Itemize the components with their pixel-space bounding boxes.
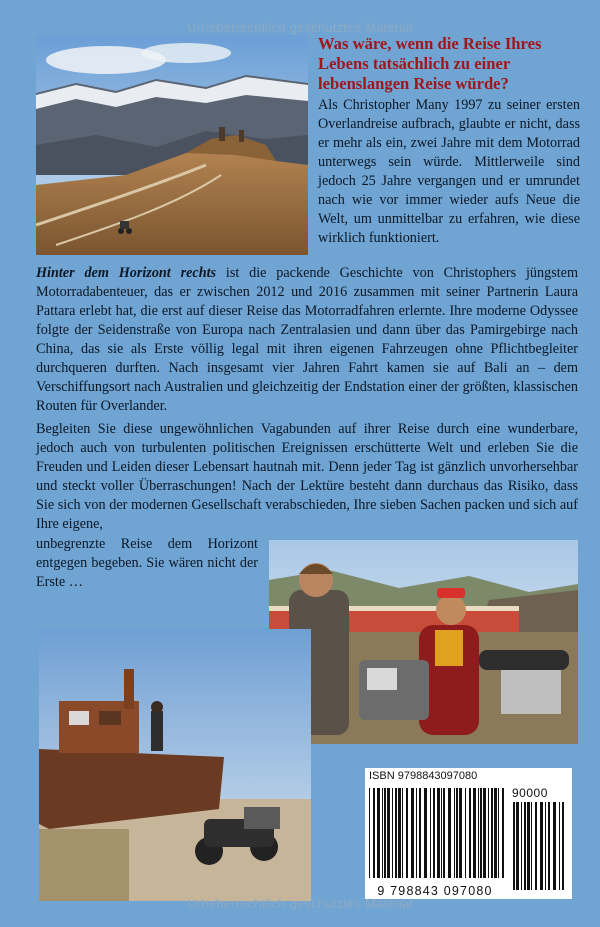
copyright-watermark-bottom: Urheberrechtlich geschütztes Material: [187, 896, 413, 911]
price-code: 90000: [512, 786, 548, 800]
invite-paragraph: Begleiten Sie diese ungewöhnlichen Vagabunden auf ihrer Reise durch eine wunderbare, jedoch auch von turbulenten politischen Ereignissen erschütterte Welt und erleben Sie die Freuden und Leiden dieser Lebensart hautnah mit. Denn jeder Tag ist gänzlich unvorhersehbar und steckt voller Überraschungen! Nach der Lektüre besteht dann durchaus das Risiko, dass Sie sich von der modernen Gesellschaft verabschieden, Ihre sieben Sachen packen und sich auf Ihre eigene,: [36, 421, 578, 532]
photo-rider-with-monk: [269, 540, 578, 744]
story-paragraph: [36, 264, 578, 416]
intro-paragraph: Als Christopher Many 1997 zu seiner ersten Overlandreise aufbrach, glaubte er nicht, dass er mehr als ein, zwei Jahre mit dem Motorrad unterwegs sein würde. Mittlerweile sind jedoch 25 Jahre vergangen und er umrundet nach wie vor immer wieder aufs Neue die Welt, um unmittelbar zu erfahren, wie diese wirklich funktioniert.: [318, 97, 580, 246]
headline: Was wäre, wenn die Reise Ihres Lebens tatsächlich zu einer lebenslangen Reise würde?: [318, 34, 542, 93]
photo-rusted-ship: [39, 629, 311, 901]
invite-paragraph-tail: unbegrenzte Reise dem Horizont entgegen begeben. Sie wären nicht der Erste …: [36, 536, 258, 590]
isbn-label: ISBN 9798843097080: [369, 770, 478, 782]
book-title-emphasis: Hinter dem Horizont rechts: [36, 265, 217, 281]
barcode-bars: [369, 788, 509, 878]
barcode-addon-bars: [513, 802, 565, 890]
photo-mountain-road: [36, 35, 308, 255]
isbn-barcode: [365, 768, 572, 899]
story-text: ist die packende Geschichte von Christophers jüngstem Motorradabenteuer, das er zwischen 2012 und 2016 zusammen mit seiner Partnerin Laura Pattara erlebt hat, die erst auf dieser Reise das Motorradfahren erlernte. Ihre moderne Odyssee folgte der Seidenstraße von Europa nach Zentralasien und dann über das Pamirgebirge nach China, das sie als Erste völlig legal mit ihren eigenen Fahrzeugen ohne Pflichtbegleiter durchqueren durften. Nach insgesamt vier Jahren Fahrt kamen sie auf Bali an – dem Verschiffungsort nach Australien und gleichzeitig der Endstation einer der größten, klassischen Routen für Overlander.: [36, 265, 579, 414]
isbn-digits: 9 798843 097080: [377, 884, 493, 898]
copyright-watermark-top: Urheberrechtlich geschütztes Material: [187, 20, 413, 35]
